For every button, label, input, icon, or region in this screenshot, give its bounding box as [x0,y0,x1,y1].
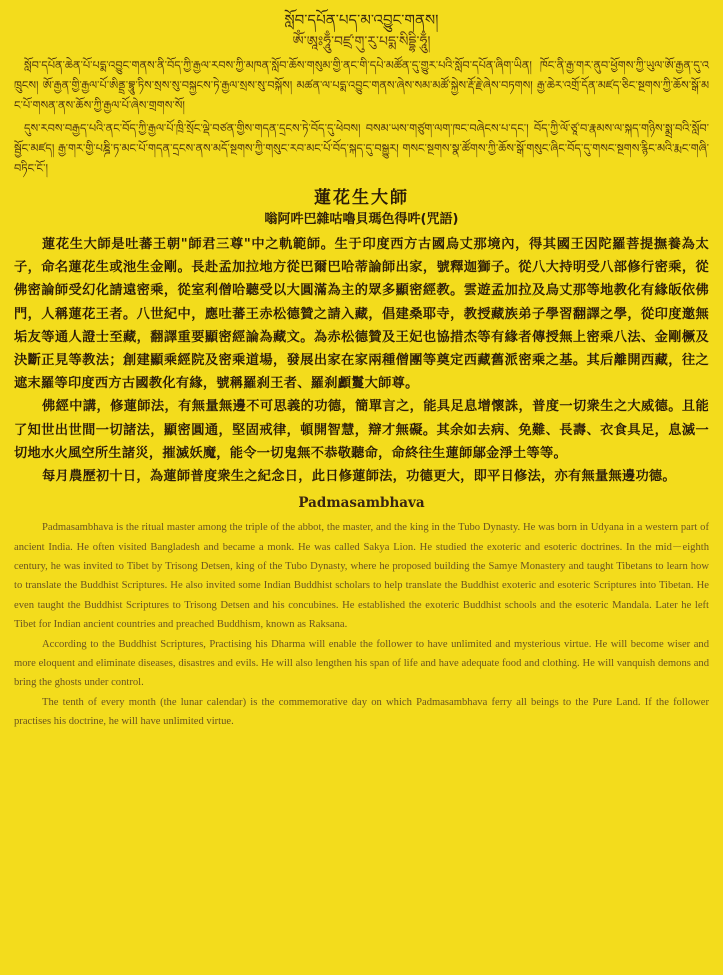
english-body [14,518,709,731]
english-paragraph: Padmasambhava is the ritual master among the triple of the abbot, the master, and the king in the Tubo Dynasty. He was born in Udyana in a western part of ancient India. He often visited Bangladesh and became a monk. He was called Sakya Lion. He studied the exoteric and esoteric doctrines. In the mid－eighth century, he was invited to Tibet by Trisong Detsen, king of the Tubo Dynasty, where he proposed building the Samye Monastery and taught Tibetans to learn how to translate the Buddhist Scriptures. He also invited some Indian Buddhist scholars to help translate the Buddhist exoteric and esoteric Scriptures into Tibetan. He even taught the Buddhist Scriptures to Trisong Detsen and his concubines. He established the exoteric Buddhist schools and the esoteric Mandala. Later he left Tibet for Indian ancient countries and preached Buddhism, known as Raksana. [14,522,709,631]
tibetan-title: སློབ་དཔོན་པད་མ་འབྱུང་གནས། [284,11,439,29]
english-title: Padmasambhava [298,495,425,512]
chinese-paragraph: 蓮花生大師是吐蕃王朝"師君三尊"中之軌範師。生于印度西方古國烏丈那境內，得其國王因陀羅菩提撫養為太子，命名蓮花生或池生金剛。長赴孟加拉地方從巴爾巴哈蒂論師出家，號釋迦獅子。從八大持明受八部修行密乘，從佛密論師受幻化請遠密乘，從室利僧哈聽受以大圓滿為主的眾多顯密經教。雲遊孟加拉及烏丈那等地教化有緣皈依佛門，人稱蓮花王者。八世紀中，應吐蕃王赤松德贊之請入藏，倡建桑耶寺，教授藏族弟子學習翻譯之學，從印度邀無垢友等通人證士至藏，翻譯重要顯密經論為藏文。為赤松德贊及王妃也協措杰等有緣者傳授無上密乘八法、金剛橛及決斷正見等教法；創建顯乘經院及密乘道場，發展出家在家兩種僧團等奠定西藏舊派密乘之基。其后離開西藏，往之遮末羅等印度西方古國教化有緣，號稱羅刹王者、羅刹顱鬘大師尊。 [14,237,709,392]
chinese-title: 蓮花生大師 [314,188,409,208]
chinese-paragraph: 每月農歷初十日，為蓮師普度衆生之紀念日，此日修蓮師法，功德更大，即平日修法，亦有無量無邊功德。 [42,469,676,485]
english-section [14,494,709,731]
tibetan-paragraph: སློབ་དཔོན་ཆེན་པོ་པདྨ་འབྱུང་གནས་ནི་བོད་ཀྱི་རྒྱལ་རབས་ཀྱི་མཁན་སློབ་ཆོས་གསུམ་གྱི་ནང་གི་དཔེ་མཚོན་དུ་གྱུར་པའི་སློབ་དཔོན་ཞིག་ཡིན། ཁོང་ནི་རྒྱ་གར་ནུབ་ཕྱོགས་ཀྱི་ཡུལ་ཨོ་རྒྱན་དུ་འཁྲུངས། ཨོ་རྒྱན་གྱི་རྒྱལ་པོ་ཨིནྡྲ་བྷཱུ་ཏིས་སྲས་སུ་བསྐྱངས་ཏེ་རྒྱལ་སྲས་སུ་བསྐོས། མཚན་ལ་པདྨ་འབྱུང་གནས་ཞེས་སམ་མཚོ་སྐྱེས་རྡོ་རྗེ་ཞེས་བཏགས། རྒྱ་ཆེར་འགྲོ་དོན་མཛད་ཅིང་སྔགས་ཀྱི་ཆོས་སྒོ་མང་པོ་གསན་ནས་ཆོས་ཀྱི་རྒྱལ་པོ་ཞེས་གྲགས་སོ། [14,59,709,112]
tibetan-body [14,56,709,179]
tibetan-section [14,10,709,179]
chinese-subtitle: 嗡阿吽巴雜咕嚕貝瑪色得吽(咒語) [264,212,459,227]
chinese-paragraph: 佛經中講，修蓮師法，有無量無邊不可思義的功德，簡單言之，能具足息增懷誅，普度一切衆生之大威德。且能了知世出世間一切諸法，顯密圓通，堅固戒律，頓開智慧，辯才無礙。其余如去病、免難、長壽、衣食具足，息滅一切地水火風空所生諸災，摧滅妖魔，能令一切鬼無不恭敬聽命，命終往生蓮師鄔金淨土等等。 [14,399,709,461]
chinese-section [14,187,709,488]
english-paragraph: The tenth of every month (the lunar calendar) is the commemorative day on which Padmasambhava ferry all beings to the Pure Land. If the follower practises his doctrine, he will have unlimited virtue. [14,696,709,728]
tibetan-paragraph: དུས་རབས་བརྒྱད་པའི་ནང་བོད་ཀྱི་རྒྱལ་པོ་ཁྲི་སྲོང་ལྡེ་བཙན་གྱིས་གདན་དྲངས་ཏེ་བོད་དུ་ཕེབས། བསམ་ཡས་གཙུག་ལག་ཁང་བཞེངས་པ་དང་། བོད་ཀྱི་ལོ་ཙཱ་བ་རྣམས་ལ་སྐད་གཉིས་སྨྲ་བའི་སློབ་སྦྱོང་མཛད། རྒྱ་གར་གྱི་པཎྜི་ཏ་མང་པོ་གདན་དྲངས་ནས་མདོ་སྔགས་ཀྱི་གསུང་རབ་མང་པོ་བོད་སྐད་དུ་བསྒྱུར། གསང་སྔགས་སྣ་ཚོགས་ཀྱི་ཆོས་སྒོ་གསུང་ཞིང་བོད་དུ་གསང་སྔགས་རྙིང་མའི་རྨང་གཞི་བཏིང་ངོ་། [14,122,709,175]
english-paragraph: According to the Buddhist Scriptures, Practising his Dharma will enable the follower to have unlimited and mysterious virtue. He will become wiser and more eloquent and eliminate diseases, disastres and evils. He will also lengthen his span of life and have adequate food and clothing. He will vanquish demons and bring the ghosts under control. [14,638,709,689]
chinese-body [14,233,709,488]
tibetan-mantra: ཨོཾ་ཨཱཿཧཱུྃ་བཛྲ་གུ་རུ་པདྨ་སིདྡྷི་ཧཱུྃ། [292,34,431,50]
